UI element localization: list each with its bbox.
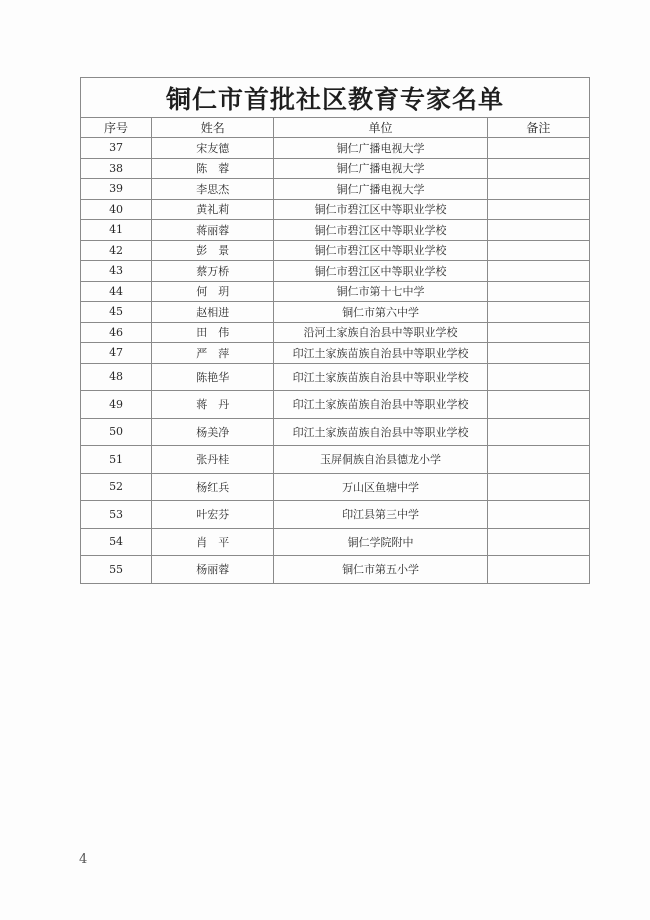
- cell-no: 37: [81, 138, 152, 159]
- cell-no: 53: [81, 501, 152, 529]
- title-row: [81, 78, 590, 118]
- cell-no: 49: [81, 391, 152, 419]
- cell-no: 47: [81, 343, 152, 364]
- cell-note: [487, 322, 589, 343]
- table-row: [81, 501, 590, 529]
- table-row: [81, 138, 590, 159]
- cell-unit: 铜仁市碧江区中等职业学校: [274, 220, 487, 241]
- cell-note: [487, 158, 589, 179]
- table-row: [81, 240, 590, 261]
- cell-name: 叶宏芬: [152, 501, 274, 529]
- header-unit: 单位: [274, 118, 487, 138]
- table-body: [81, 138, 590, 584]
- table-row: [81, 528, 590, 556]
- expert-roster-table: [80, 77, 590, 584]
- cell-unit: 印江县第三中学: [274, 501, 487, 529]
- table-row: [81, 179, 590, 200]
- cell-note: [487, 281, 589, 302]
- cell-unit: 铜仁广播电视大学: [274, 138, 487, 159]
- cell-name: 杨红兵: [152, 473, 274, 501]
- document-title: 铜仁市首批社区教育专家名单: [81, 78, 590, 118]
- cell-unit: 铜仁广播电视大学: [274, 158, 487, 179]
- cell-note: [487, 363, 589, 391]
- cell-no: 40: [81, 199, 152, 220]
- cell-note: [487, 302, 589, 323]
- cell-unit: 玉屏侗族自治县德龙小学: [274, 446, 487, 474]
- cell-unit: 万山区鱼塘中学: [274, 473, 487, 501]
- cell-no: 45: [81, 302, 152, 323]
- cell-note: [487, 199, 589, 220]
- cell-note: [487, 418, 589, 446]
- cell-unit: 沿河土家族自治县中等职业学校: [274, 322, 487, 343]
- table-row: [81, 473, 590, 501]
- cell-unit: 铜仁市碧江区中等职业学校: [274, 240, 487, 261]
- table-row: [81, 391, 590, 419]
- cell-unit: 印江土家族苗族自治县中等职业学校: [274, 391, 487, 419]
- cell-note: [487, 446, 589, 474]
- cell-no: 51: [81, 446, 152, 474]
- cell-unit: 铜仁市碧江区中等职业学校: [274, 261, 487, 282]
- header-name: 姓名: [152, 118, 274, 138]
- cell-name: 黄礼莉: [152, 199, 274, 220]
- cell-note: [487, 473, 589, 501]
- cell-name: 陈 蓉: [152, 158, 274, 179]
- cell-name: 何 玥: [152, 281, 274, 302]
- header-note: 备注: [487, 118, 589, 138]
- cell-name: 张丹桂: [152, 446, 274, 474]
- table-row: [81, 556, 590, 584]
- cell-note: [487, 391, 589, 419]
- cell-name: 田 伟: [152, 322, 274, 343]
- table-row: [81, 446, 590, 474]
- cell-name: 彭 景: [152, 240, 274, 261]
- cell-unit: 印江土家族苗族自治县中等职业学校: [274, 343, 487, 364]
- table-row: [81, 418, 590, 446]
- cell-unit: 铜仁市第六中学: [274, 302, 487, 323]
- cell-name: 李思杰: [152, 179, 274, 200]
- table-row: [81, 199, 590, 220]
- table-row: [81, 302, 590, 323]
- cell-name: 蔡万桥: [152, 261, 274, 282]
- cell-name: 赵相进: [152, 302, 274, 323]
- cell-name: 宋友德: [152, 138, 274, 159]
- cell-unit: 铜仁市碧江区中等职业学校: [274, 199, 487, 220]
- cell-unit: 铜仁广播电视大学: [274, 179, 487, 200]
- table-row: [81, 261, 590, 282]
- cell-no: 52: [81, 473, 152, 501]
- cell-name: 肖 平: [152, 528, 274, 556]
- cell-note: [487, 240, 589, 261]
- cell-note: [487, 138, 589, 159]
- cell-no: 38: [81, 158, 152, 179]
- cell-name: 陈艳华: [152, 363, 274, 391]
- cell-no: 54: [81, 528, 152, 556]
- cell-no: 44: [81, 281, 152, 302]
- header-row: [81, 118, 590, 138]
- header-no: 序号: [81, 118, 152, 138]
- cell-note: [487, 179, 589, 200]
- cell-name: 杨美净: [152, 418, 274, 446]
- cell-unit: 铜仁市第十七中学: [274, 281, 487, 302]
- cell-no: 50: [81, 418, 152, 446]
- table-row: [81, 158, 590, 179]
- cell-name: 杨丽蓉: [152, 556, 274, 584]
- cell-unit: 铜仁学院附中: [274, 528, 487, 556]
- table-row: [81, 343, 590, 364]
- cell-name: 严 萍: [152, 343, 274, 364]
- cell-name: 蒋 丹: [152, 391, 274, 419]
- table-row: [81, 363, 590, 391]
- cell-no: 43: [81, 261, 152, 282]
- cell-no: 39: [81, 179, 152, 200]
- cell-no: 46: [81, 322, 152, 343]
- page-number: 4: [79, 852, 88, 867]
- cell-note: [487, 220, 589, 241]
- cell-note: [487, 261, 589, 282]
- table-row: [81, 322, 590, 343]
- cell-no: 55: [81, 556, 152, 584]
- table-row: [81, 281, 590, 302]
- table-row: [81, 220, 590, 241]
- cell-no: 42: [81, 240, 152, 261]
- cell-note: [487, 556, 589, 584]
- cell-note: [487, 528, 589, 556]
- cell-unit: 印江土家族苗族自治县中等职业学校: [274, 363, 487, 391]
- cell-no: 41: [81, 220, 152, 241]
- cell-no: 48: [81, 363, 152, 391]
- cell-note: [487, 343, 589, 364]
- cell-name: 蒋丽蓉: [152, 220, 274, 241]
- cell-note: [487, 501, 589, 529]
- cell-unit: 印江土家族苗族自治县中等职业学校: [274, 418, 487, 446]
- cell-unit: 铜仁市第五小学: [274, 556, 487, 584]
